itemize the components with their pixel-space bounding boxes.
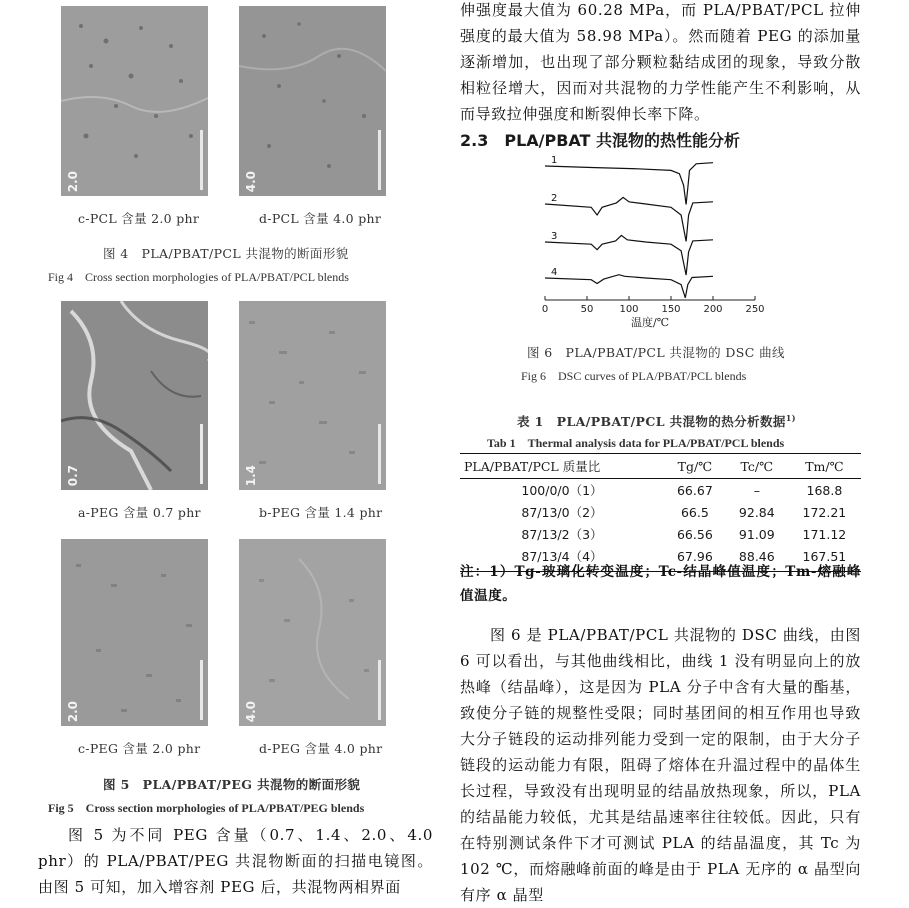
fig5-caption-en-text: Fig 5 Cross section morphologies of PLA/PBAT/PEG blends	[48, 801, 365, 815]
fig4-caption-cn: 图 4 PLA/PBAT/PCL 共混物的断面形貌	[103, 246, 349, 261]
table1-title-cn	[517, 412, 796, 430]
fig4-d-label: d-PCL 含量 4.0 phr	[259, 211, 382, 226]
thermal-table	[460, 453, 861, 572]
sem-texture	[61, 301, 208, 490]
curve-label: 1	[551, 155, 558, 166]
x-tick-label: 100	[619, 304, 639, 315]
section-heading: 2.3 PLA/PBAT 共混物的热性能分析	[460, 131, 741, 150]
table-cell: 66.5	[680, 504, 709, 520]
sem-texture	[61, 539, 208, 726]
right-top-paragraph: 伸强度最大值为 60.28 MPa，而 PLA/PBAT/PCL 拉伸强度的最大值为 58.98 MPa）。然而随着 PEG 的添加量逐渐增加，也出现了部分颗粒黏结成团的现象，导致分散相粒径增大，因而对共混物的力学性能产生不利影响，从而导致拉伸强度和断裂伸长率下降。	[460, 1, 861, 123]
dsc-curve-3	[545, 235, 713, 275]
fig5-d-label: d-PEG 含量 4.0 phr	[259, 741, 383, 756]
sem-image-fig5-d	[239, 539, 386, 726]
table-cell: 88.46	[726, 545, 788, 572]
fig5-b-label: b-PEG 含量 1.4 phr	[259, 505, 383, 520]
fig5-caption-en	[48, 799, 364, 816]
table-cell: 168.8	[806, 482, 843, 498]
sem-tag: 2.0	[66, 170, 80, 192]
x-tick-label: 250	[745, 304, 765, 315]
sem-texture	[239, 301, 386, 490]
table-cell: –	[753, 482, 760, 498]
x-axis-label: 温度/℃	[630, 316, 670, 329]
curve-label: 3	[551, 231, 558, 242]
curve-label: 4	[551, 267, 558, 278]
table-row	[460, 501, 861, 523]
table1-note: 注：1）Tg-玻璃化转变温度；Tc-结晶峰值温度；Tm-熔融峰值温度。	[460, 564, 861, 604]
table1-title-text: 表 1 PLA/PBAT/PCL 共混物的热分析数据	[517, 414, 786, 429]
sem-image-fig5-c	[61, 539, 208, 726]
x-tick-label: 200	[703, 304, 723, 315]
dsc-curve-4	[545, 275, 713, 298]
left-body-paragraph: 图 5 为不同 PEG 含量（0.7、1.4、2.0、4.0 phr）的 PLA/PBAT/PEG 共混物断面的扫描电镜图。由图 5 可知，加入增容剂 PEG 后，共混物两相界面	[38, 826, 433, 896]
dsc-chart	[535, 150, 795, 340]
scale-bar	[378, 424, 381, 484]
table-cell: 66.67	[676, 482, 713, 498]
table-header-cell: Tm/℃	[788, 454, 861, 479]
scale-bar	[200, 130, 203, 190]
sem-image-fig4-d	[239, 6, 386, 196]
scale-bar	[200, 660, 203, 720]
dsc-curve-1	[545, 163, 713, 205]
table-cell: 92.84	[738, 504, 775, 520]
table-cell: 91.09	[738, 526, 775, 542]
right-bottom-paragraph: 图 6 是 PLA/PBAT/PCL 共混物的 DSC 曲线，由图 6 可以看出，与其他曲线相比，曲线 1 没有明显向上的放热峰（结晶峰），这是因为 PLA 分子中含有大量的酯基，致使分子链的规整性受限；同时基团间的相互作用也导致大分子链段的运动排列能力受到一定的限制，由于大分子链段的运动能力有限，阻碍了熔体在升温过程中的晶体生长过程，导致没有出现明显的结晶放热现象，所以，PLA 的结晶能力较低，尤其是结晶速率往往较低。因此，只有在特别测试条件下才可测试 PLA 的结晶温度，其 Tc 为 102 ℃，而熔融峰前面的峰是由于 PLA 无序的 α 晶型向有序 α 晶型	[460, 626, 861, 904]
right-column	[455, 0, 909, 904]
x-tick-label: 150	[661, 304, 681, 315]
table-cell: 167.51	[788, 545, 861, 572]
fig4-caption-en: Fig 4 Cross section morphologies of PLA/PBAT/PCL blends	[48, 270, 349, 284]
fig6-caption-en: Fig 6 DSC curves of PLA/PBAT/PCL blends	[521, 369, 747, 383]
sem-tag: 4.0	[244, 700, 258, 722]
table-row	[460, 523, 861, 545]
table1-title-en	[487, 434, 784, 451]
table-cell: 100/0/0（1）	[521, 483, 603, 498]
table-header-cell: PLA/PBAT/PCL 质量比	[460, 454, 664, 479]
table-row	[460, 479, 861, 502]
sem-image-fig4-c	[61, 6, 208, 196]
sem-texture	[239, 539, 386, 726]
dsc-curve-2	[545, 197, 713, 241]
fig6-caption-cn: 图 6 PLA/PBAT/PCL 共混物的 DSC 曲线	[527, 345, 785, 360]
table-header-cell: Tg/℃	[664, 454, 726, 479]
fig4-c-label: c-PCL 含量 2.0 phr	[78, 211, 200, 226]
scale-bar	[378, 130, 381, 190]
left-column	[0, 0, 445, 904]
table-cell: 172.21	[802, 504, 847, 520]
fig5-c-label: c-PEG 含量 2.0 phr	[78, 741, 201, 756]
scale-bar	[200, 424, 203, 484]
table-cell: 87/13/4（4）	[460, 545, 664, 572]
sem-texture	[239, 6, 386, 196]
table1-title-sup: 1)	[785, 412, 796, 423]
curve-label: 2	[551, 193, 558, 204]
table-cell: 87/13/2（3）	[521, 527, 603, 542]
x-tick-label: 50	[580, 304, 594, 315]
table-header-row	[460, 454, 861, 479]
sem-image-fig5-a	[61, 301, 208, 490]
fig5-caption-cn-text: 图 5 PLA/PBAT/PEG 共混物的断面形貌	[103, 777, 361, 792]
fig5-caption-cn	[103, 775, 360, 793]
sem-tag: 0.7	[66, 464, 80, 486]
scale-bar	[378, 660, 381, 720]
table-cell: 66.56	[676, 526, 713, 542]
table1-title-en-text: Tab 1 Thermal analysis data for PLA/PBAT/PCL blends	[487, 436, 785, 450]
table-cell: 87/13/0（2）	[521, 505, 603, 520]
x-tick-label: 0	[541, 304, 549, 315]
fig5-a-label: a-PEG 含量 0.7 phr	[78, 505, 201, 520]
table-cell: 67.96	[664, 545, 726, 572]
sem-tag: 4.0	[244, 170, 258, 192]
sem-tag: 1.4	[244, 464, 258, 486]
table-header-cell: Tc/℃	[726, 454, 788, 479]
table-cell: 171.12	[802, 526, 847, 542]
sem-image-fig5-b	[239, 301, 386, 490]
sem-texture	[61, 6, 208, 196]
sem-tag: 2.0	[66, 700, 80, 722]
